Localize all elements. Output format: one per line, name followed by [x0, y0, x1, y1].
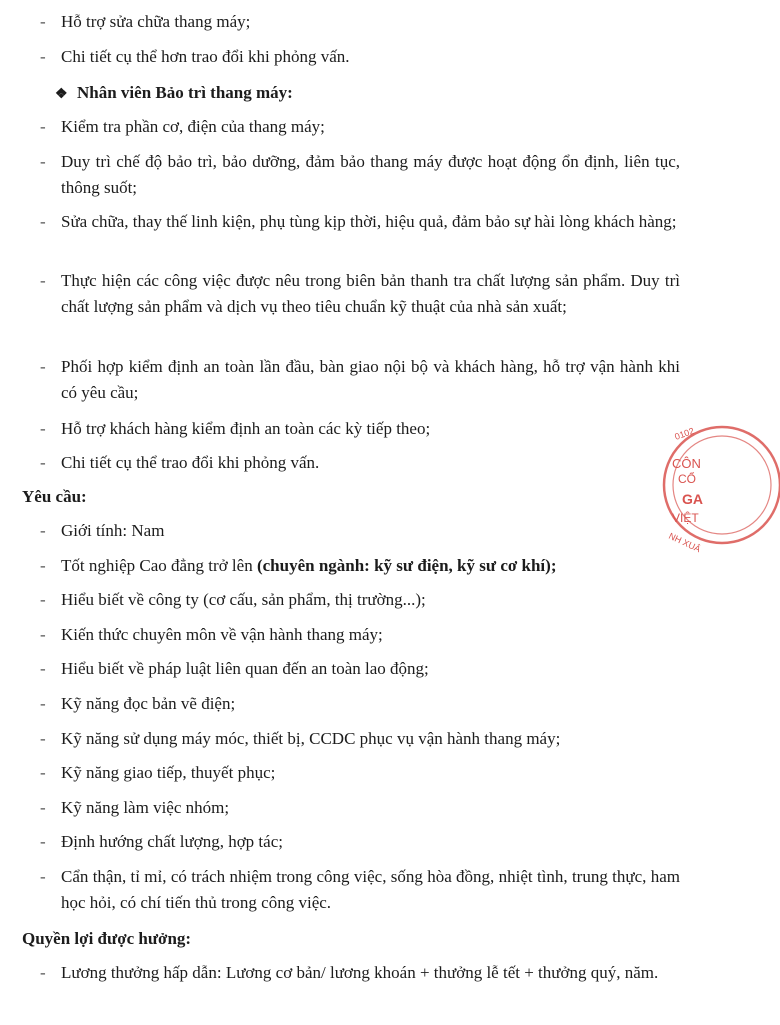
- list-item: [40, 864, 680, 916]
- dash-bullet: -: [40, 590, 46, 609]
- list-item-text: Cẩn thận, tỉ mỉ, có trách nhiệm trong công việc, sống hòa đồng, nhiệt tình, trung thực, ham học hỏi, có chí tiến thủ trong công việc.: [61, 867, 680, 912]
- diamond-bullet-icon: ❖: [55, 87, 68, 102]
- list-item: [40, 622, 680, 648]
- list-item: [40, 44, 680, 70]
- list-item-text: Kiến thức chuyên môn về vận hành thang máy;: [61, 625, 383, 644]
- list-item: [40, 268, 680, 320]
- dash-bullet: -: [40, 659, 46, 678]
- list-item: [40, 209, 680, 235]
- list-item-text: Thực hiện các công việc được nêu trong biên bản thanh tra chất lượng sản phẩm. Duy trì chất lượng sản phẩm và dịch vụ theo tiêu chuẩn kỹ thuật của nhà sản xuất;: [61, 271, 680, 316]
- stamp-text: NH XUÂ: [667, 530, 703, 555]
- dash-bullet: -: [40, 212, 46, 231]
- stamp-text: 0102: [673, 425, 696, 442]
- dash-bullet: -: [40, 832, 46, 851]
- list-item: [40, 518, 680, 544]
- requirements-heading: Yêu cầu:: [22, 487, 87, 506]
- list-item: [40, 450, 680, 476]
- list-item-text: Chi tiết cụ thể trao đổi khi phỏng vấn.: [61, 453, 320, 472]
- list-item-text: Kiểm tra phần cơ, điện của thang máy;: [61, 117, 325, 136]
- maintenance-heading: [55, 80, 293, 108]
- stamp-text: GA: [682, 491, 703, 507]
- list-item: [40, 587, 680, 613]
- list-item: [40, 9, 680, 35]
- dash-bullet: -: [40, 521, 46, 540]
- list-item: [40, 691, 680, 717]
- list-item-text: Duy trì chế độ bảo trì, bảo dưỡng, đảm bảo thang máy được hoạt động ổn định, liên tục, thông suốt;: [61, 152, 680, 197]
- list-item-text: Hỗ trợ khách hàng kiểm định an toàn các kỳ tiếp theo;: [61, 419, 431, 438]
- dash-bullet: -: [40, 47, 46, 66]
- dash-bullet: -: [40, 271, 46, 290]
- list-item-text: Lương thưởng hấp dẫn: Lương cơ bản/ lương khoán + thưởng lễ tết + thưởng quý, năm.: [61, 963, 659, 982]
- company-stamp-icon: [660, 420, 780, 555]
- list-item-text: Giới tính: Nam: [61, 521, 165, 540]
- list-item: [40, 656, 680, 682]
- list-item: [40, 726, 680, 752]
- dash-bullet: -: [40, 763, 46, 782]
- list-item-text: Hiểu biết về công ty (cơ cấu, sản phẩm, thị trường...);: [61, 590, 426, 609]
- dash-bullet: -: [40, 152, 46, 171]
- list-item-text: Sửa chữa, thay thế linh kiện, phụ tùng kịp thời, hiệu quả, đảm bảo sự hài lòng khách hàng;: [61, 212, 677, 231]
- dash-bullet: -: [40, 453, 46, 472]
- list-item-text: Định hướng chất lượng, hợp tác;: [61, 832, 283, 851]
- dash-bullet: -: [40, 556, 46, 575]
- dash-bullet: -: [40, 963, 46, 982]
- stamp-text: VIỆT: [672, 511, 699, 525]
- dash-bullet: -: [40, 729, 46, 748]
- list-item: [40, 760, 680, 786]
- list-item: [40, 960, 680, 986]
- list-item: [40, 114, 680, 140]
- benefits-heading: Quyền lợi được hưởng:: [22, 929, 192, 948]
- dash-bullet: -: [40, 694, 46, 713]
- list-item: [40, 149, 680, 201]
- dash-bullet: -: [40, 12, 46, 31]
- list-item-text: [61, 553, 680, 579]
- list-item: [40, 553, 680, 579]
- list-item-text: Kỹ năng đọc bản vẽ điện;: [61, 694, 236, 713]
- education-text: Tốt nghiệp Cao đẳng trở lên: [61, 556, 253, 575]
- list-item: [40, 795, 680, 821]
- dash-bullet: -: [40, 117, 46, 136]
- list-item-text: Phối hợp kiểm định an toàn lần đầu, bàn giao nội bộ và khách hàng, hỗ trợ vận hành khi có yêu cầu;: [61, 357, 680, 402]
- dash-bullet: -: [40, 867, 46, 886]
- list-item-text: Hỗ trợ sửa chữa thang máy;: [61, 12, 251, 31]
- list-item-text: Hiểu biết về pháp luật liên quan đến an toàn lao động;: [61, 659, 429, 678]
- stamp-text: CỔ: [678, 472, 696, 486]
- list-item-text: Kỹ năng sử dụng máy móc, thiết bị, CCDC phục vụ vận hành thang máy;: [61, 729, 561, 748]
- list-item: [40, 354, 680, 406]
- dash-bullet: -: [40, 798, 46, 817]
- dash-bullet: -: [40, 419, 46, 438]
- dash-bullet: -: [40, 625, 46, 644]
- list-item-text: Kỹ năng làm việc nhóm;: [61, 798, 230, 817]
- list-item: [40, 416, 680, 442]
- maintenance-heading-text: Nhân viên Bảo trì thang máy:: [77, 83, 293, 102]
- stamp-text: CÔN: [672, 456, 701, 471]
- list-item: [40, 829, 680, 855]
- list-item-text: Chi tiết cụ thể hơn trao đổi khi phỏng vấn.: [61, 47, 350, 66]
- education-major: (chuyên ngành: kỹ sư điện, kỹ sư cơ khí);: [256, 556, 557, 575]
- dash-bullet: -: [40, 357, 46, 376]
- list-item-text: Kỹ năng giao tiếp, thuyết phục;: [61, 763, 276, 782]
